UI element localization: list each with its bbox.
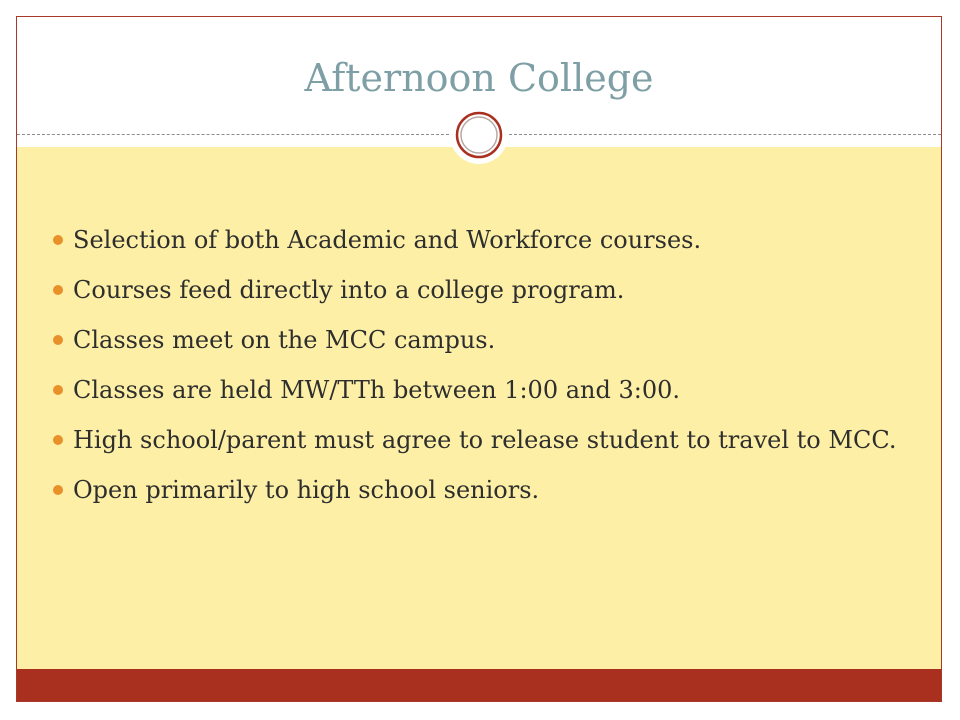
bullet-dot-icon — [53, 485, 63, 495]
bullet-item — [53, 273, 913, 307]
bullet-dot-icon — [53, 435, 63, 445]
slide-title: Afternoon College — [304, 56, 654, 100]
bullet-list — [53, 223, 913, 523]
bullet-item — [53, 473, 913, 507]
bullet-item — [53, 423, 913, 457]
title-divider-right — [509, 134, 941, 135]
ring-ornament-icon — [449, 105, 509, 165]
bullet-dot-icon — [53, 235, 63, 245]
title-divider-left — [17, 134, 449, 135]
footer-bar — [17, 669, 941, 701]
bullet-item — [53, 373, 913, 407]
slide-frame — [16, 16, 942, 702]
bullet-text: High school/parent must agree to release student to travel to MCC. — [73, 426, 897, 454]
bullet-text: Classes are held MW/TTh between 1:00 and 3:00. — [73, 376, 680, 404]
bullet-text: Courses feed directly into a college program. — [73, 276, 625, 304]
bullet-dot-icon — [53, 285, 63, 295]
bullet-text: Open primarily to high school seniors. — [73, 476, 540, 504]
bullet-item — [53, 223, 913, 257]
bullet-text: Classes meet on the MCC campus. — [73, 326, 496, 354]
bullet-dot-icon — [53, 385, 63, 395]
bullet-text: Selection of both Academic and Workforce courses. — [73, 226, 702, 254]
bullet-dot-icon — [53, 335, 63, 345]
bullet-item — [53, 323, 913, 357]
